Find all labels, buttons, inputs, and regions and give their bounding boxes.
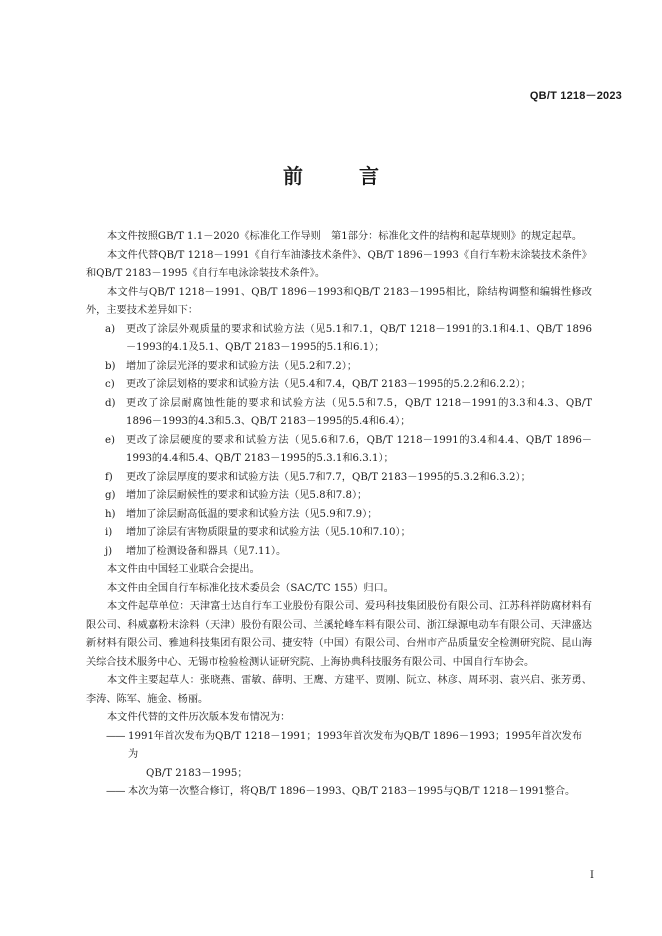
list-item-text: 增加了涂层有害物质限量的要求和试验方法（见5.10和7.10）； bbox=[126, 527, 411, 538]
dash-marker: —— bbox=[106, 786, 125, 797]
list-item bbox=[86, 395, 592, 432]
change-list bbox=[86, 321, 592, 562]
standard-code-header: QB/T 1218－2023 bbox=[529, 90, 622, 102]
paragraph-drafting-rules: 本文件按照GB/T 1.1－2020《标准化工作导则 第1部分：标准化文件的结构和起草规则》的规定起草。 bbox=[107, 231, 583, 242]
history-list bbox=[86, 728, 592, 802]
list-item-text: 增加了涂层耐候性的要求和试验方法（见5.8和7.8）； bbox=[126, 490, 368, 501]
paragraph-drafters: 本文件主要起草人：张晓燕、雷敏、薛明、王鹰、方建平、贾刚、阮立、林彦、周环羽、袁兴启、张芳勇、李涛、陈军、施金、杨丽。 bbox=[86, 675, 592, 705]
list-marker: f) bbox=[105, 471, 113, 483]
history-text bbox=[128, 728, 592, 784]
list-marker: a) bbox=[105, 323, 116, 335]
list-item bbox=[86, 358, 592, 377]
list-item-text: 更改了涂层厚度的要求和试验方法（见5.7和7.7，QB/T 2183－1995的5.3.2和6.3.2）； bbox=[126, 471, 531, 483]
list-item-text: 更改了涂层外观质量的要求和试验方法（见5.1和7.1，QB/T 1218－1991的3.1和4.1、QB/T 1896－1993的4.1及5.1、QB/T 2183－1995的5.1和6.1）； bbox=[126, 323, 592, 353]
history-line: 本次为第一次整合修订，将QB/T 1896－1993、QB/T 2183－1995与QB/T 1218－1991整合。 bbox=[128, 786, 576, 797]
list-item bbox=[86, 728, 592, 784]
paragraph-drafting-units: 本文件起草单位：天津富士达自行车工业股份有限公司、爱玛科技集团股份有限公司、江苏科祥防腐材料有限公司、科威嘉粉末涂料（天津）股份有限公司、兰溪轮峰车料有限公司、浙江绿源电动车有限公司、天津盛达新材料有限公司、雅迪科技集团有限公司、捷安特（中国）有限公司、台州市产品质量安全检测研究院、昆山海关综合技术服务中心、无锡市检验检测认证研究院、上海协典科技服务有限公司、中国自行车协会。 bbox=[86, 601, 592, 668]
list-item bbox=[86, 506, 592, 525]
list-item-text: 增加了涂层耐高低温的要求和试验方法（见5.9和7.9）； bbox=[126, 508, 378, 520]
list-item-text: 更改了涂层硬度的要求和试验方法（见5.6和7.6，QB/T 1218－1991的3.4和4.4、QB/T 1896－1993的4.4和5.4、QB/T 2183－1995的5.3.1和6.3.1）； bbox=[126, 434, 592, 464]
page-number: I bbox=[590, 870, 594, 881]
list-item bbox=[86, 487, 592, 506]
list-item-text: 更改了涂层耐腐蚀性能的要求和试验方法（见5.5和7.5，QB/T 1218－1991的3.3和4.3、QB/T 1896－1993的4.3和5.3、QB/T 2183－1995的5.4和6.4）； bbox=[126, 397, 592, 427]
document-body bbox=[86, 228, 592, 802]
list-marker: e) bbox=[105, 434, 116, 446]
list-item bbox=[86, 524, 592, 543]
list-marker: g) bbox=[105, 490, 116, 501]
paragraph-proposer: 本文件由中国轻工业联合会提出。 bbox=[107, 564, 260, 575]
list-item bbox=[86, 543, 592, 562]
list-marker: d) bbox=[105, 397, 116, 409]
paragraph-differences: 本文件与QB/T 1218－1991、QB/T 1896－1993和QB/T 2183－1995相比，除结构调整和编辑性修改外，主要技术差异如下： bbox=[86, 286, 592, 316]
list-marker: h) bbox=[105, 508, 116, 520]
list-marker: c) bbox=[105, 379, 115, 390]
history-line-continued: QB/T 2183－1995； bbox=[146, 767, 248, 779]
list-marker: i) bbox=[105, 527, 113, 538]
page-title: 前 言 bbox=[283, 164, 397, 188]
list-item-text: 更改了涂层划格的要求和试验方法（见5.4和7.4，QB/T 2183－1995的5.2.2和6.2.2）； bbox=[126, 379, 531, 390]
list-item bbox=[86, 469, 592, 488]
history-line: 1991年首次发布为QB/T 1218－1991；1993年首次发布为QB/T 1896－1993；1995年首次发布为 bbox=[128, 730, 583, 760]
list-marker: b) bbox=[105, 360, 116, 372]
list-item-text: 增加了检测设备和器具（见7.11）。 bbox=[126, 545, 287, 557]
list-item bbox=[86, 376, 592, 395]
list-marker: j) bbox=[105, 545, 113, 557]
dash-marker: —— bbox=[106, 730, 125, 742]
list-item bbox=[86, 432, 592, 469]
list-item bbox=[86, 783, 592, 802]
list-item-text: 增加了涂层光泽的要求和试验方法（见5.2和7.2）； bbox=[126, 360, 358, 372]
history-text bbox=[128, 783, 592, 802]
paragraph-replaces: 本文件代替QB/T 1218－1991《自行车油漆技术条件》、QB/T 1896－1993《自行车粉末涂装技术条件》和QB/T 2183－1995《自行车电泳涂装技术条件》。 bbox=[86, 249, 592, 279]
paragraph-history-intro: 本文件代替的文件历次版本发布情况为： bbox=[107, 712, 291, 723]
list-item bbox=[86, 321, 592, 358]
paragraph-committee: 本文件由全国自行车标准化技术委员会（SAC/TC 155）归口。 bbox=[107, 582, 394, 594]
